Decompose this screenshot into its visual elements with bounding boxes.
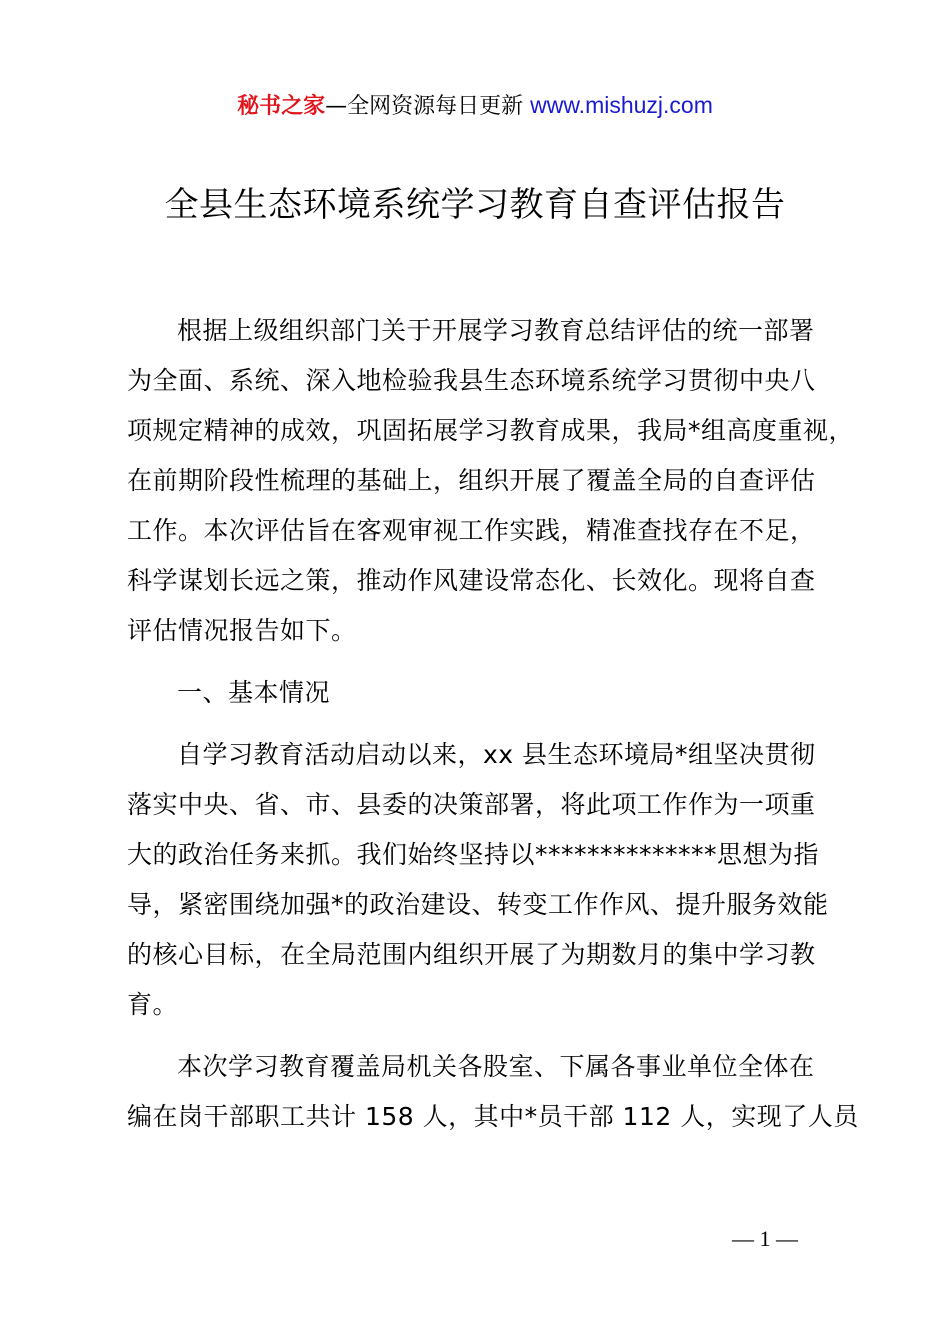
- section-heading: [127, 668, 837, 718]
- text-line: 科学谋划长远之策，推动作风建设常态化、长效化。现将自查: [127, 566, 816, 595]
- document-body: [127, 306, 859, 1142]
- paragraph-coverage: [127, 1042, 859, 1142]
- site-header: [0, 88, 950, 124]
- text-line: 自学习教育活动启动以来，xx 县生态环境局*组坚决贯彻: [177, 740, 816, 769]
- document-title: 全县生态环境系统学习教育自查评估报告: [164, 185, 786, 225]
- text-line: 大的政治任务来抓。我们始终坚持以**************思想为指: [127, 840, 820, 869]
- text-line: 根据上级组织部门关于开展学习教育总结评估的统一部署: [177, 316, 815, 345]
- page-number: — 1 —: [732, 1226, 798, 1251]
- text-line: 项规定精神的成效，巩固拓展学习教育成果，我局*组高度重视，: [127, 416, 855, 445]
- site-brand: 秘书之家: [237, 94, 326, 119]
- paragraph-spacer: [127, 1030, 837, 1042]
- text-line: 落实中央、省、市、县委的决策部署，将此项工作作为一项重: [127, 790, 816, 819]
- text-line: 为全面、系统、深入地检验我县生态环境系统学习贯彻中央八: [127, 366, 816, 395]
- text-line: 育。: [127, 990, 179, 1019]
- text-line: 导，紧密围绕加强*的政治建设、转变工作作风、提升服务效能: [127, 890, 829, 919]
- heading-line: 一、基本情况: [177, 678, 331, 707]
- site-url-link[interactable]: www.mishuzj.com: [530, 92, 713, 118]
- paragraph-intro: [127, 306, 855, 656]
- text-line: 本次学习教育覆盖局机关各股室、下属各事业单位全体在: [177, 1052, 815, 1081]
- text-line: 评估情况报告如下。: [127, 616, 357, 645]
- text-line: 工作。本次评估旨在客观审视工作实践，精准查找存在不足，: [127, 516, 816, 545]
- paragraph-spacer: [127, 656, 837, 668]
- paragraph-basic-situation: [127, 730, 837, 1030]
- paragraph-spacer: [127, 718, 837, 730]
- text-line: 在前期阶段性梳理的基础上，组织开展了覆盖全局的自查评估: [127, 466, 816, 495]
- text-line: 的核心目标，在全局范围内组织开展了为期数月的集中学习教: [127, 940, 816, 969]
- text-line: 编在岗干部职工共计 158 人，其中*员干部 112 人，实现了人员: [127, 1102, 859, 1131]
- site-slogan: —全网资源每日更新: [325, 94, 531, 119]
